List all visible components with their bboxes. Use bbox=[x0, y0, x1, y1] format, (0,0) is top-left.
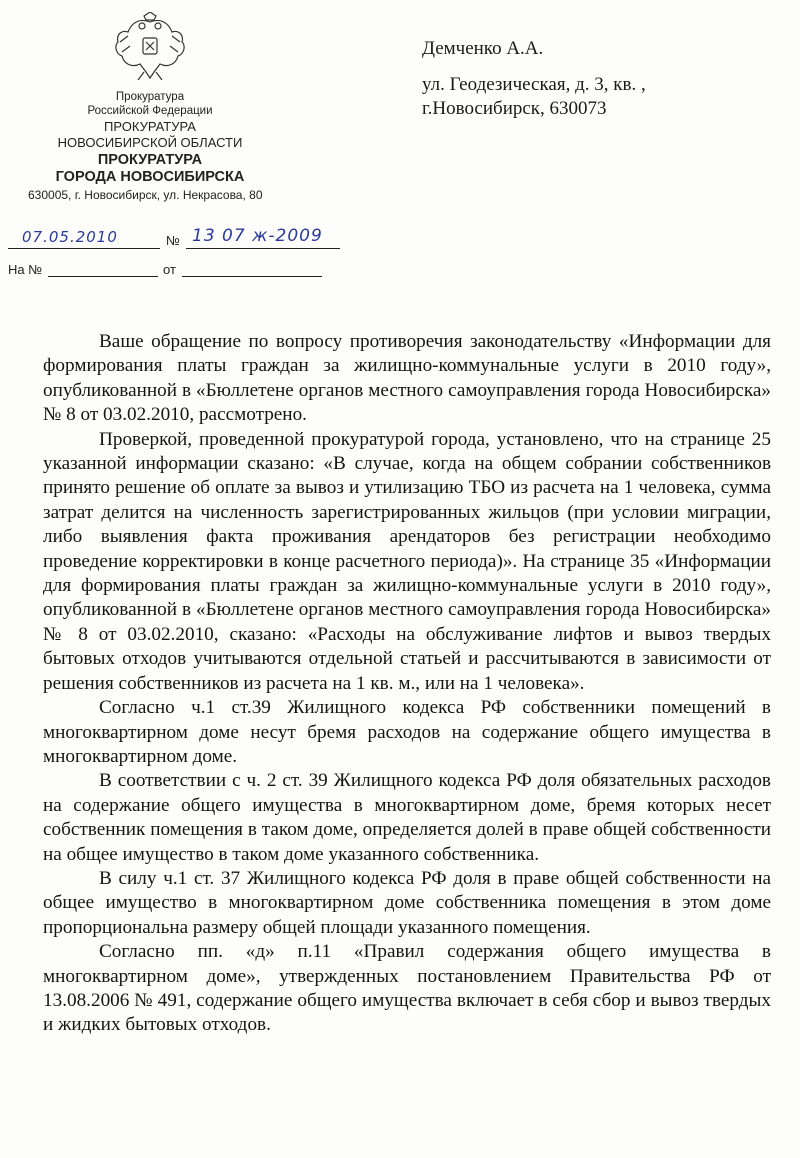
letter-body bbox=[43, 330, 771, 1038]
reply-number-underline bbox=[48, 276, 158, 277]
addressee-name: Демченко А.А. bbox=[422, 38, 544, 59]
reply-prefix: На № bbox=[8, 262, 43, 277]
handwritten-date: 07.05.2010 bbox=[22, 228, 118, 246]
from-label: от bbox=[163, 262, 176, 277]
paragraph-1: Ваше обращение по вопросу противоречия законодательству «Информации для формирования платы граждан за жилищно-коммунальные услуги в 2010 году», опубликованной в «Бюллетене органов местного самоуправления города Новосибирска» № 8 от 03.02.2010, рассмотрено. bbox=[43, 331, 771, 426]
header-line-russian-federation: Российской Федерации bbox=[87, 105, 213, 117]
paragraph-6: Согласно пп. «д» п.11 «Правил содержания общего имущества в многоквартирном доме», утвержденных постановлением Правительства РФ от 13.08.2006 № 491, содержание общего имущества включает в себя сбор и вывоз твердых и жидких бытовых отходов. bbox=[43, 941, 771, 1036]
number-sign: № bbox=[166, 233, 180, 248]
header-line-city: ГОРОДА НОВОСИБИРСКА bbox=[55, 169, 245, 185]
number-underline bbox=[186, 248, 340, 249]
coat-of-arms-icon bbox=[110, 12, 190, 84]
paragraph-2: Проверкой, проведенной прокуратурой города, установлено, что на странице 25 указанной информации сказано: «В случае, когда на общем собрании собственников принято решение об оплате за вывоз и утилизацию ТБО из расчета на 1 человека, сумма затрат делится на численность зарегистрированных жильцов (при условии миграции, либо выявления факта проживания арендаторов без регистрации необходимо проведение корректировки в конце расчетного периода)». На странице 35 «Информации для формирования платы граждан за жилищно-коммунальные услуги в 2010 году», опубликованной в «Бюллетене органов местного самоуправления города Новосибирска» № 8 от 03.02.2010, сказано: «Расходы на обслуживание лифтов и вывоз твердых бытовых отходов учитываются отдельной статьей и рассчитываются в зависимости от решения собственников из расчета на 1 кв. м., или на 1 человека». bbox=[43, 428, 771, 694]
date-underline bbox=[8, 248, 160, 249]
addressee-city: г.Новосибирск, 630073 bbox=[422, 98, 607, 119]
reply-date-underline bbox=[182, 276, 322, 277]
header-line-city-prosecutor: ПРОКУРАТУРА bbox=[97, 152, 203, 168]
header-line-prosecutor-office: ПРОКУРАТУРА bbox=[104, 119, 196, 134]
paragraph-3: Согласно ч.1 ст.39 Жилищного кодекса РФ собственники помещений в многоквартирном доме несут бремя расходов на содержание общего имущества в многоквартирном доме. bbox=[43, 697, 771, 767]
header-address: 630005, г. Новосибирск, ул. Некрасова, 80 bbox=[28, 188, 263, 202]
header-line-region: НОВОСИБИРСКОЙ ОБЛАСТИ bbox=[57, 135, 243, 150]
header-line-prosecutor: Прокуратура bbox=[115, 91, 185, 103]
paragraph-5: В силу ч.1 ст. 37 Жилищного кодекса РФ доля в праве общей собственности на общее имущество в многоквартирном доме собственника помещения в этом доме пропорциональна размеру общей площади указанного помещения. bbox=[43, 867, 771, 938]
addressee-street: ул. Геодезическая, д. 3, кв. , bbox=[422, 74, 646, 95]
paragraph-4: В соответствии с ч. 2 ст. 39 Жилищного кодекса РФ доля обязательных расходов на содержание общего имущества в многоквартирном доме, бремя которых несет собственник помещения в таком доме, определяется долей в праве общей собственности на общее имущество в таком доме указанного собственника. bbox=[43, 770, 771, 865]
handwritten-number: 13 07 ж-2009 bbox=[192, 226, 323, 246]
